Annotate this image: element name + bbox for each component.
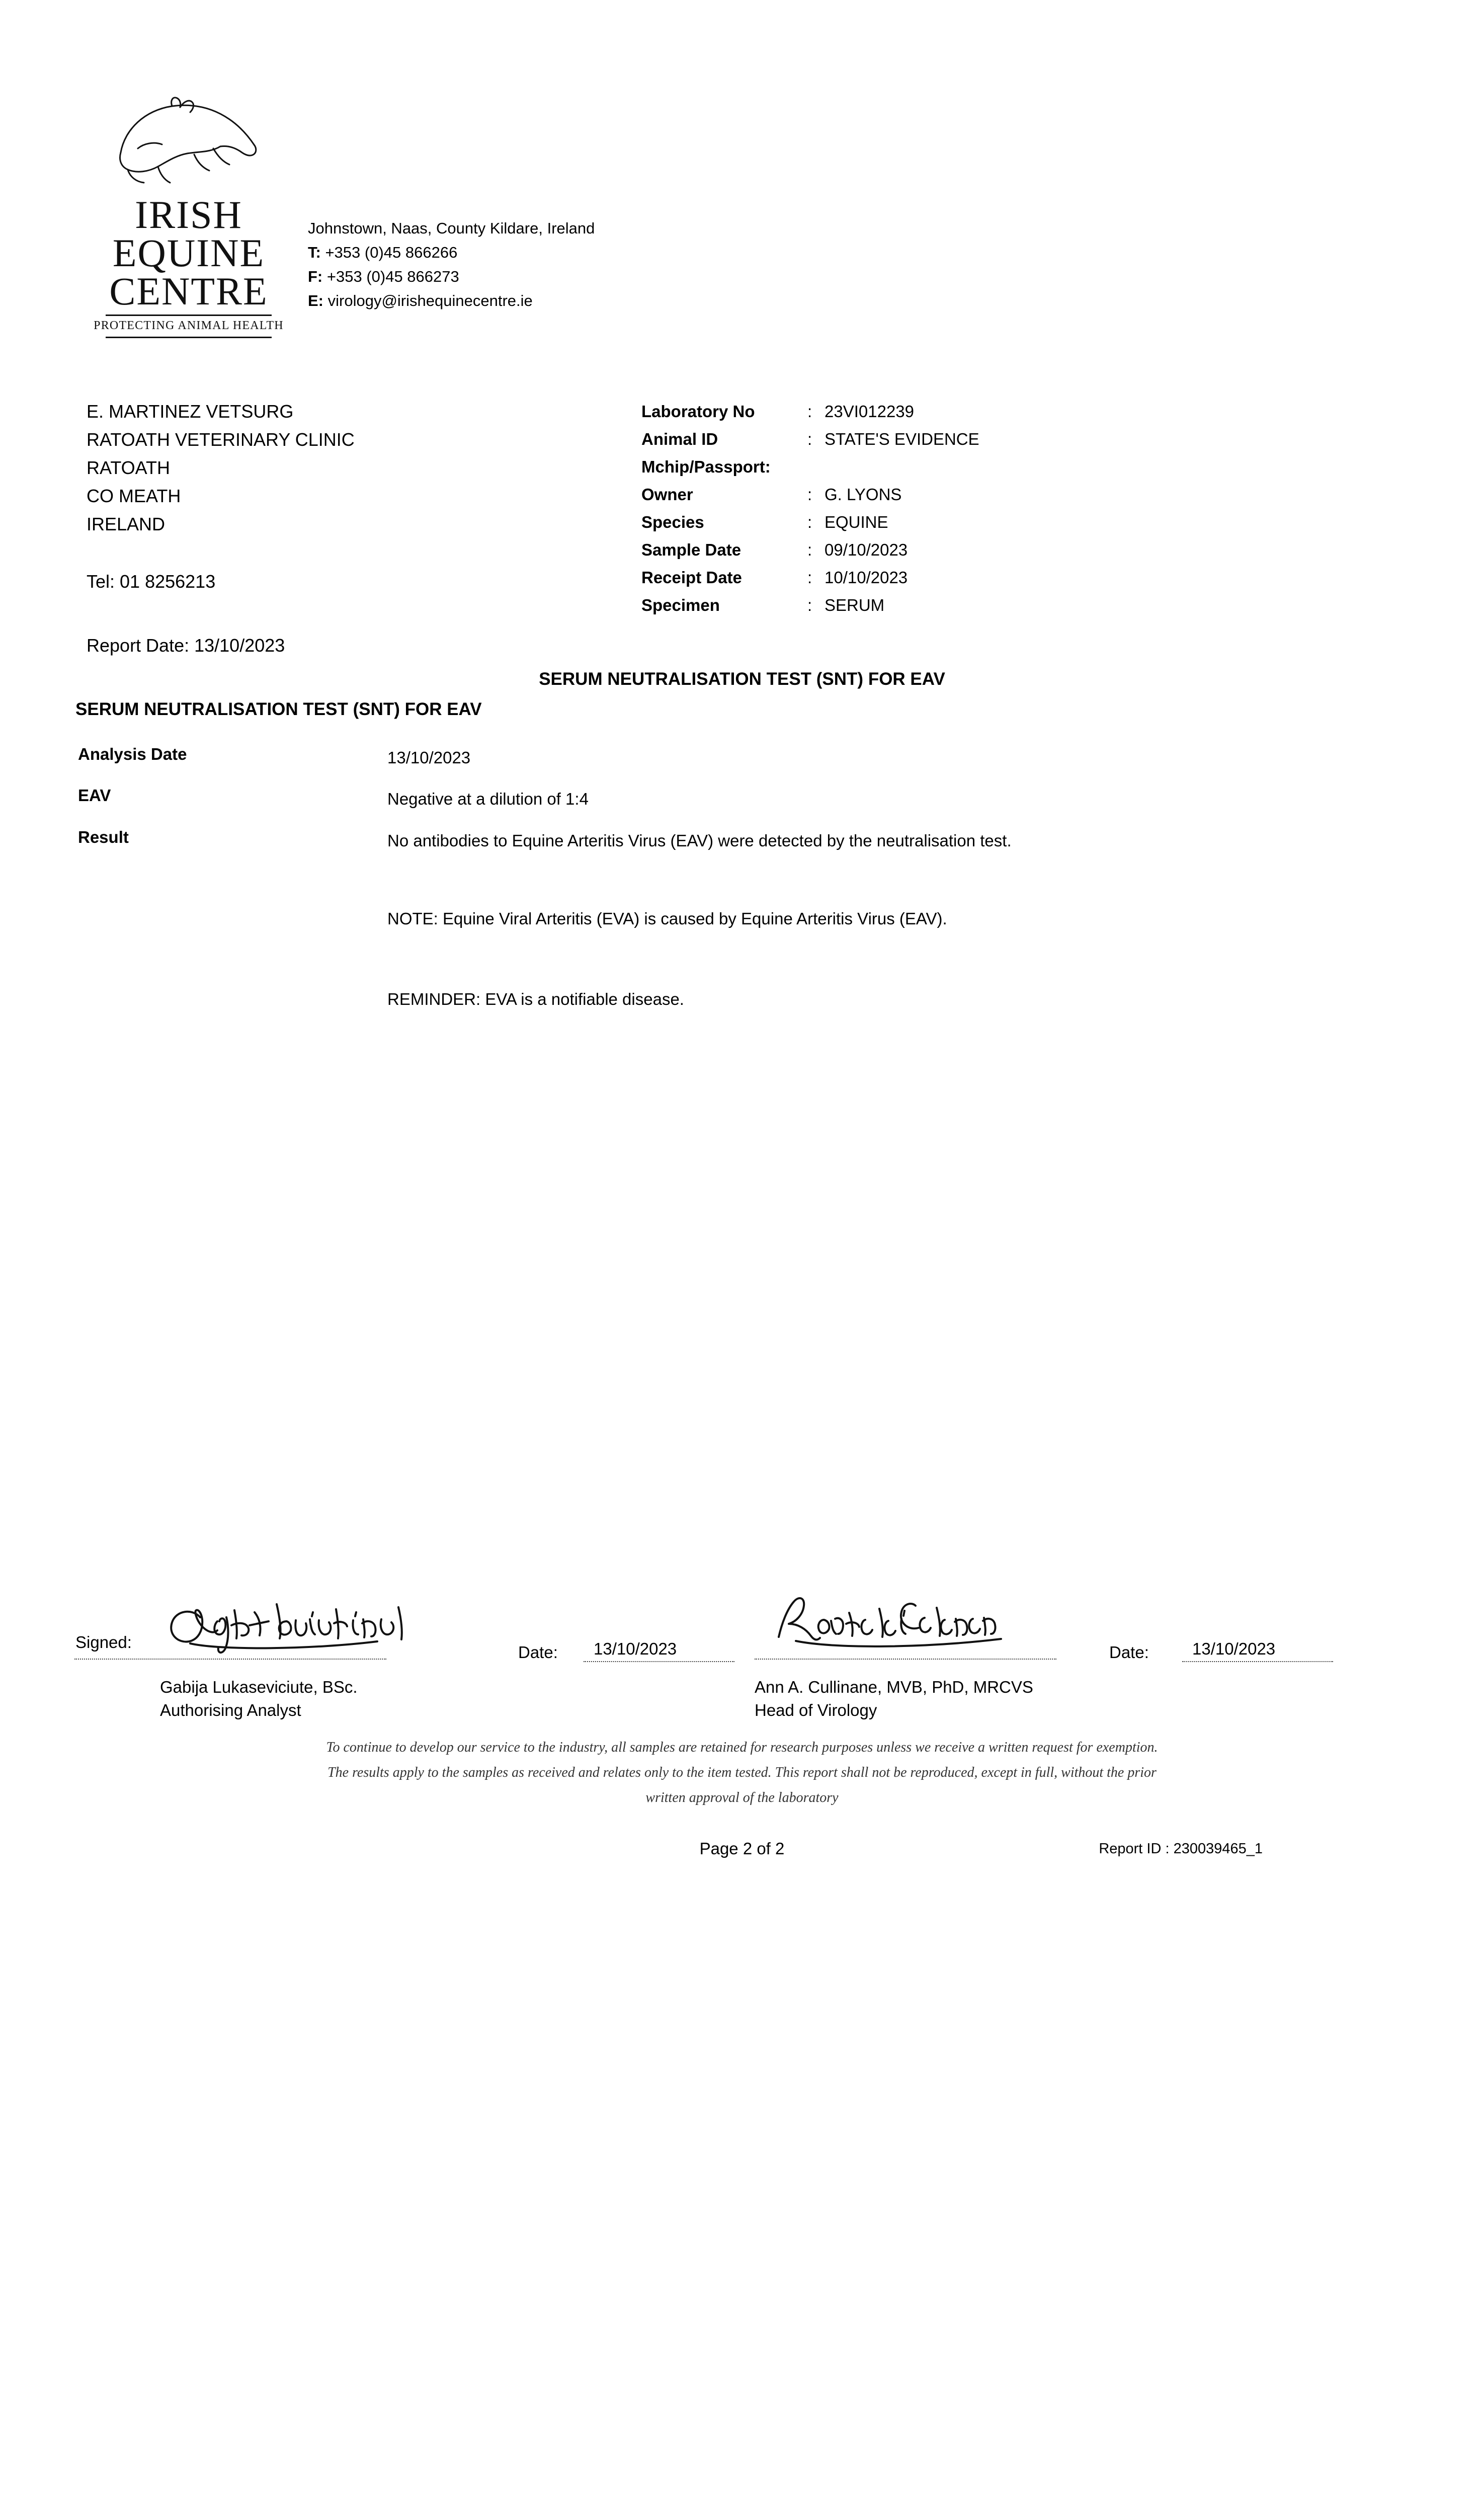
- contact-email-value: virology@irishequinecentre.ie: [327, 292, 533, 309]
- contact-fax-value: +353 (0)45 866273: [326, 268, 459, 285]
- contact-phone-value: +353 (0)45 866266: [325, 244, 458, 261]
- logo-tagline: PROTECTING ANIMAL HEALTH: [94, 319, 284, 332]
- signed-label: Signed:: [75, 1633, 132, 1652]
- result-value: No antibodies to Equine Arteritis Virus (EAV) were detected by the neutralisation test.: [387, 831, 1012, 850]
- contact-email-label: E:: [308, 292, 323, 309]
- contact-fax-label: F:: [308, 268, 323, 285]
- signature-analyst: [161, 1595, 453, 1656]
- detail-value: 23VI012239: [825, 402, 915, 421]
- result-note: NOTE: Equine Viral Arteritis (EVA) is caused by Equine Arteritis Virus (EAV).: [387, 909, 947, 928]
- disclaimer-line-3: written approval of the laboratory: [645, 1790, 839, 1805]
- report-id: Report ID : 230039465_1: [1099, 1841, 1263, 1857]
- disclaimer-line-2: The results apply to the samples as received and relates only to the item tested. This report shall not be reproduced, except in full, without the prior: [327, 1765, 1157, 1780]
- footer-disclaimer: [0, 1735, 1484, 1811]
- detail-colon: :: [807, 596, 812, 614]
- addressee-line-5: IRELAND: [87, 514, 166, 534]
- date-label-2: Date:: [1109, 1643, 1149, 1662]
- contact-phone-label: T:: [308, 244, 321, 261]
- date-value-2: 13/10/2023: [1192, 1639, 1276, 1658]
- date-value-1: 13/10/2023: [594, 1639, 677, 1658]
- detail-colon: :: [807, 485, 812, 504]
- addressee-line-2: RATOATH VETERINARY CLINIC: [87, 429, 355, 450]
- analyst-name: Gabija Lukaseviciute, BSc.: [160, 1678, 358, 1696]
- detail-value: G. LYONS: [825, 485, 902, 504]
- analysis-date-label: Analysis Date: [78, 745, 187, 763]
- detail-colon: :: [807, 568, 812, 587]
- report-date: Report Date: 13/10/2023: [87, 635, 285, 656]
- analyst-name-block: [160, 1676, 358, 1722]
- detail-colon: :: [807, 402, 812, 421]
- detail-value: 09/10/2023: [825, 540, 908, 559]
- detail-value: EQUINE: [825, 513, 888, 531]
- detail-colon: :: [807, 430, 812, 448]
- horse-logo-icon: [106, 93, 272, 194]
- table-row: [641, 398, 979, 425]
- contact-block: [308, 216, 595, 313]
- logo-line-3: CENTRE: [109, 269, 268, 313]
- detail-key: Owner: [641, 485, 693, 504]
- report-title-section: SERUM NEUTRALISATION TEST (SNT) FOR EAV: [75, 699, 482, 719]
- detail-value: [825, 453, 979, 481]
- addressee-tel: Tel: 01 8256213: [87, 571, 216, 592]
- table-row: [641, 508, 979, 536]
- page-number: Page 2 of 2: [699, 1839, 785, 1858]
- result-label: Result: [78, 828, 129, 846]
- detail-key: Sample Date: [641, 540, 741, 559]
- logo-divider-bottom: [106, 337, 272, 338]
- signature-line-2: [755, 1658, 1056, 1660]
- addressee-line-4: CO MEATH: [87, 486, 181, 506]
- date-label-1: Date:: [518, 1643, 558, 1662]
- detail-colon: :: [807, 513, 812, 531]
- addressee-line-3: RATOATH: [87, 457, 171, 478]
- addressee-block: [87, 398, 355, 538]
- table-row: [641, 536, 979, 564]
- disclaimer-line-1: To continue to develop our service to the industry, all samples are retained for research purposes unless we receive a written request for exemption.: [326, 1740, 1158, 1755]
- detail-value: SERUM: [825, 596, 885, 614]
- virology-head-role: Head of Virology: [755, 1701, 877, 1719]
- table-row: [641, 425, 979, 453]
- contact-phone-row: [308, 241, 595, 265]
- eav-value: Negative at a dilution of 1:4: [387, 790, 589, 808]
- analysis-date-value: 13/10/2023: [387, 748, 471, 767]
- date-line-2: [1182, 1661, 1333, 1662]
- addressee-line-1: E. MARTINEZ VETSURG: [87, 401, 294, 422]
- detail-key: Receipt Date: [641, 568, 742, 587]
- report-title-centered: SERUM NEUTRALISATION TEST (SNT) FOR EAV: [539, 669, 945, 689]
- detail-value: 10/10/2023: [825, 568, 908, 587]
- analyst-role: Authorising Analyst: [160, 1701, 301, 1719]
- result-reminder: REMINDER: EVA is a notifiable disease.: [387, 990, 684, 1008]
- detail-key: Mchip/Passport:: [641, 457, 771, 476]
- detail-colon: [807, 453, 825, 481]
- sample-details-table: [641, 398, 979, 619]
- virology-head-name: Ann A. Cullinane, MVB, PhD, MRCVS: [755, 1678, 1033, 1696]
- table-row: [641, 453, 979, 481]
- detail-key: Specimen: [641, 596, 720, 614]
- detail-value: STATE'S EVIDENCE: [825, 430, 979, 448]
- eav-label: EAV: [78, 786, 111, 805]
- contact-address: Johnstown, Naas, County Kildare, Ireland: [308, 219, 595, 237]
- company-logo: [88, 93, 289, 338]
- logo-divider-top: [106, 314, 272, 316]
- logo-line-1: IRISH: [135, 193, 242, 237]
- table-row: [641, 481, 979, 508]
- detail-key: Laboratory No: [641, 402, 755, 421]
- signature-head-of-virology: [765, 1593, 1041, 1658]
- contact-fax-row: [308, 265, 595, 289]
- logo-line-2: EQUINE: [112, 231, 265, 275]
- detail-colon: :: [807, 540, 812, 559]
- contact-email-row: [308, 289, 595, 313]
- date-line-1: [584, 1661, 734, 1662]
- signature-line-1: [74, 1658, 386, 1660]
- table-row: [641, 591, 979, 619]
- table-row: [641, 564, 979, 591]
- detail-key: Animal ID: [641, 430, 718, 448]
- virology-head-name-block: [755, 1676, 1033, 1722]
- detail-key: Species: [641, 513, 704, 531]
